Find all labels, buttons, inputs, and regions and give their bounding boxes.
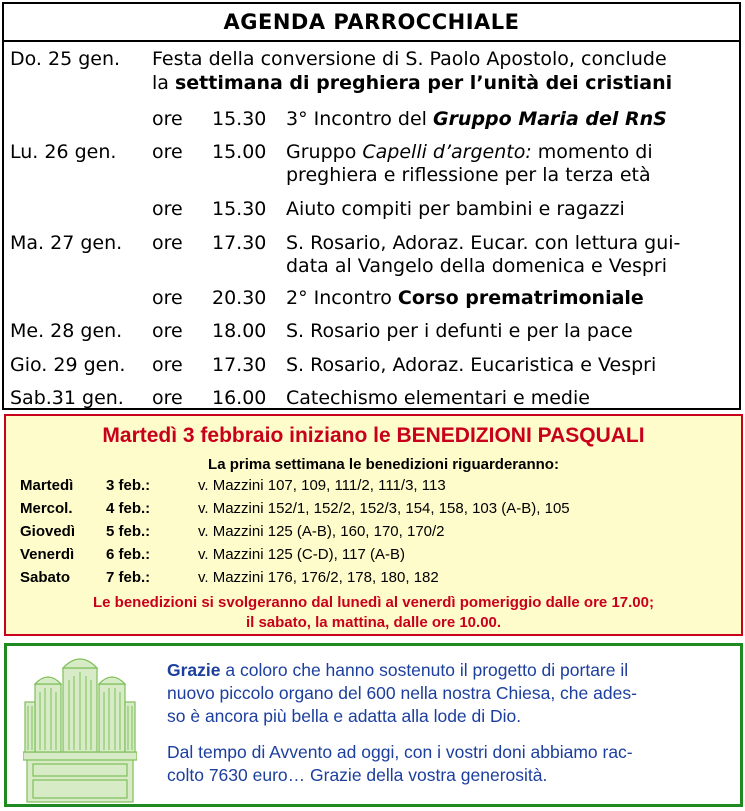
grazie-paragraph — [167, 659, 733, 728]
benedizioni-day: Mercol. — [20, 500, 73, 517]
agenda-time: 17.30 — [212, 232, 267, 254]
agenda-text: la — [152, 72, 175, 94]
agenda-desc: Catechismo elementari e medie — [286, 387, 590, 409]
grazie-text: a coloro che hanno sostenuto il progetto di portare il — [220, 660, 629, 680]
agenda-bold-text: Corso prematrimoniale — [397, 287, 644, 309]
benedizioni-date: 3 feb.: — [106, 477, 151, 494]
grazie-paragraph — [167, 741, 733, 787]
agenda-day: Lu. 26 gen. — [10, 141, 117, 163]
agenda-box — [2, 2, 741, 410]
grazie-line — [167, 659, 733, 682]
agenda-desc — [286, 108, 734, 131]
agenda-desc: S. Rosario, Adoraz. Eucaristica e Vespri — [286, 354, 657, 376]
benedizioni-note-line: Le benedizioni si svolgeranno dal lunedì al venerdì pomeriggio dalle ore 17.00; — [93, 594, 654, 611]
agenda-title: AGENDA PARROCCHIALE — [4, 4, 739, 42]
benedizioni-day: Venerdì — [20, 546, 75, 563]
agenda-text: momento di preghiera e riflessione per la terza età — [286, 141, 653, 186]
agenda-ore: ore — [152, 354, 183, 376]
agenda-ore: ore — [152, 320, 183, 342]
agenda-day: Do. 25 gen. — [10, 48, 121, 70]
benedizioni-note-line: il sabato, la mattina, dalle ore 10.00. — [245, 614, 502, 631]
grazie-line: so è ancora più bella e adatta alla lode di Dio. — [167, 706, 522, 726]
agenda-text: Gruppo — [286, 141, 363, 163]
agenda-time: 18.00 — [212, 320, 267, 342]
agenda-day: Me. 28 gen. — [10, 320, 123, 342]
benedizioni-box — [4, 414, 743, 636]
organ-icon — [23, 650, 137, 803]
agenda-bold-text: settimana di preghiera per l’unità dei cristiani — [174, 72, 673, 94]
grazie-line: colto 7630 euro… Grazie della vostra generosità. — [167, 765, 548, 785]
agenda-desc-line — [152, 72, 737, 95]
agenda-desc: Aiuto compiti per bambini e ragazzi — [286, 198, 625, 220]
benedizioni-title: Martedì 3 febbraio iniziano le BENEDIZIONI PASQUALI — [102, 424, 645, 447]
agenda-day: Gio. 29 gen. — [10, 354, 126, 376]
agenda-bold-italic-text: Gruppo Maria del RnS — [432, 108, 667, 130]
benedizioni-address: v. Mazzini 107, 109, 111/2, 111/3, 113 — [198, 477, 446, 494]
agenda-time: 17.30 — [212, 354, 267, 376]
grazie-line: nuovo piccolo organo del 600 nella nostra Chiesa, che ades- — [167, 683, 637, 703]
benedizioni-note — [6, 593, 741, 633]
agenda-time: 16.00 — [212, 387, 267, 409]
grazie-line: Dal tempo di Avvento ad oggi, con i vostri doni abbiamo rac- — [167, 742, 633, 762]
agenda-text: 3° Incontro del — [286, 108, 433, 130]
agenda-desc-line: data al Vangelo della domenica e Vespri — [286, 255, 668, 277]
grazie-box — [4, 643, 743, 807]
benedizioni-address: v. Mazzini 125 (A-B), 160, 170, 170/2 — [198, 523, 445, 540]
benedizioni-date: 4 feb.: — [106, 500, 151, 517]
agenda-desc — [152, 48, 737, 95]
agenda-ore: ore — [152, 287, 183, 309]
agenda-desc-line: Festa della conversione di S. Paolo Apostolo, conclude — [152, 48, 667, 70]
agenda-desc-line: S. Rosario, Adoraz. Eucar. con lettura gui- — [286, 232, 681, 254]
agenda-italic-text: Capelli d’argento: — [362, 141, 532, 163]
agenda-ore: ore — [152, 108, 183, 130]
benedizioni-day: Giovedì — [20, 523, 76, 540]
agenda-time: 15.30 — [212, 198, 267, 220]
agenda-time: 15.30 — [212, 108, 267, 130]
benedizioni-address: v. Mazzini 125 (C-D), 117 (A-B) — [198, 546, 405, 563]
agenda-day: Sab.31 gen. — [10, 387, 124, 409]
agenda-day: Ma. 27 gen. — [10, 232, 123, 254]
agenda-time: 20.30 — [212, 287, 267, 309]
agenda-desc — [286, 141, 734, 187]
benedizioni-date: 5 feb.: — [106, 523, 151, 540]
agenda-ore: ore — [152, 232, 183, 254]
benedizioni-address: v. Mazzini 152/1, 152/2, 152/3, 154, 158, 103 (A-B), 105 — [198, 500, 570, 517]
agenda-ore: ore — [152, 387, 183, 409]
benedizioni-subtitle: La prima settimana le benedizioni riguarderanno: — [208, 456, 559, 473]
benedizioni-date: 6 feb.: — [106, 546, 151, 563]
grazie-bold-text: Grazie — [167, 660, 221, 680]
agenda-desc: S. Rosario per i defunti e per la pace — [286, 320, 633, 342]
agenda-desc — [286, 232, 734, 278]
benedizioni-day: Sabato — [20, 569, 71, 586]
agenda-desc — [286, 287, 734, 310]
benedizioni-address: v. Mazzini 176, 176/2, 178, 180, 182 — [198, 569, 439, 586]
agenda-time: 15.00 — [212, 141, 267, 163]
agenda-ore: ore — [152, 198, 183, 220]
agenda-ore: ore — [152, 141, 183, 163]
benedizioni-day: Martedì — [20, 477, 74, 494]
benedizioni-date: 7 feb.: — [106, 569, 151, 586]
agenda-text: 2° Incontro — [286, 287, 398, 309]
